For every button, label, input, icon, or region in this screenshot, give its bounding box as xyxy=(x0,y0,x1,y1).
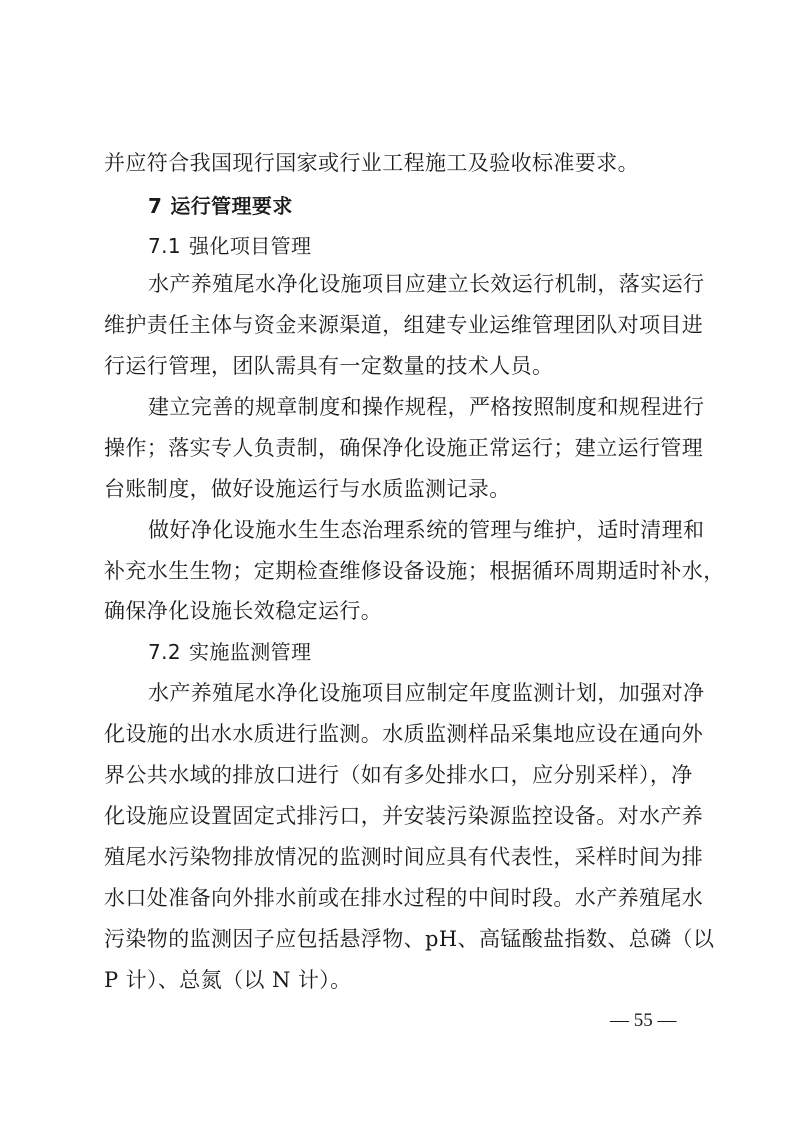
paragraph-4-line: 污染物的监测因子应包括悬浮物、pH、高锰酸盐指数、总磷（以 xyxy=(104,927,715,951)
paragraph-1-line: 维护责任主体与资金来源渠道，组建专业运维管理团队对项目进 xyxy=(104,313,704,337)
paragraph-4-line: P 计）、总氮（以 N 计）。 xyxy=(104,968,352,992)
paragraph-2-line: 台账制度，做好设施运行与水质监测记录。 xyxy=(104,477,511,501)
section-7-heading xyxy=(148,191,704,221)
paragraph-1-line: 行运行管理，团队需具有一定数量的技术人员。 xyxy=(104,354,554,378)
section-7-2-heading xyxy=(148,637,704,667)
paragraph-4-line: 界公共水域的排放口进行（如有多处排水口，应分别采样），净 xyxy=(104,763,693,787)
section-7-2-number: 7.2 xyxy=(148,640,182,664)
paragraph-2-line: 建立完善的规章制度和操作规程，严格按照制度和规程进行 xyxy=(148,395,705,419)
intro-tail-line: 并应符合我国现行国家或行业工程施工及验收标准要求。 xyxy=(104,151,639,175)
paragraph-4-line: 水产养殖尾水净化设施项目应制定年度监测计划，加强对净 xyxy=(148,681,705,705)
paragraph-4-line: 水口处准备向外排水前或在排水过程的中间时段。水产养殖尾水 xyxy=(104,886,704,910)
section-7-1-number: 7.1 xyxy=(148,234,182,258)
page-number: — 55 — xyxy=(610,1010,677,1031)
paragraph-4-line: 殖尾水污染物排放情况的监测时间应具有代表性，采样时间为排 xyxy=(104,845,704,869)
section-7-title: 运行管理要求 xyxy=(170,194,293,218)
paragraph-3-line: 补充水生生物；定期检查维修设备设施；根据循环周期适时补水， xyxy=(104,559,725,583)
section-7-2-title: 实施监测管理 xyxy=(189,640,312,664)
paragraph-4-line: 化设施的出水水质进行监测。水质监测样品采集地应设在通向外 xyxy=(104,722,704,746)
section-7-number: 7 xyxy=(148,194,163,218)
section-7-1-title: 强化项目管理 xyxy=(189,234,312,258)
section-7-1-heading xyxy=(148,231,704,261)
paragraph-3-line: 确保净化设施长效稳定运行。 xyxy=(104,599,383,623)
paragraph-1-line: 水产养殖尾水净化设施项目应建立长效运行机制，落实运行 xyxy=(148,272,705,296)
paragraph-3-line: 做好净化设施水生生态治理系统的管理与维护，适时清理和 xyxy=(148,518,705,542)
paragraph-4-line: 化设施应设置固定式排污口，并安装污染源监控设备。对水产养 xyxy=(104,804,704,828)
paragraph-2-line: 操作；落实专人负责制，确保净化设施正常运行；建立运行管理 xyxy=(104,436,704,460)
